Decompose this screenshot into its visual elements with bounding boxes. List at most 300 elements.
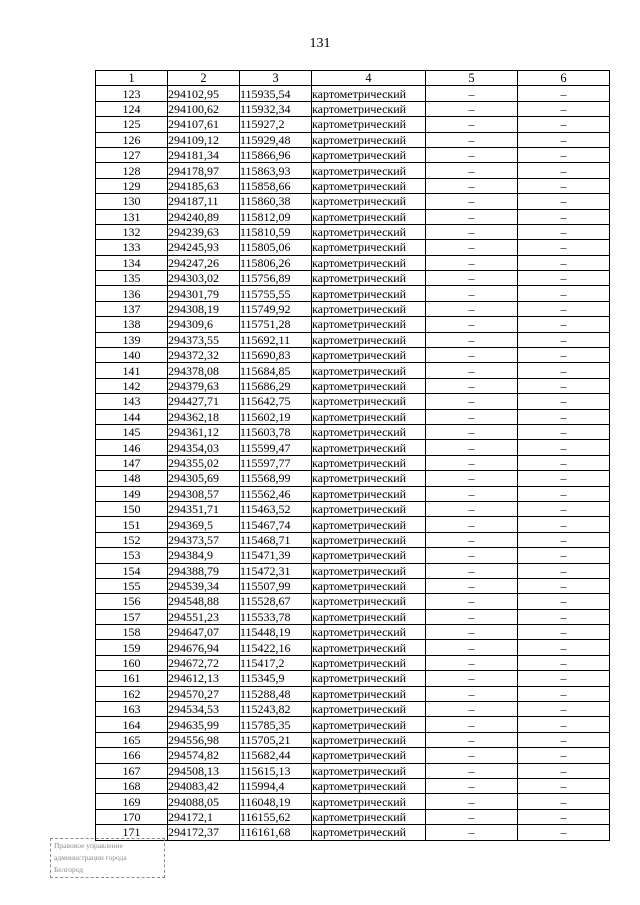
method-cell: картометрический [312,317,426,332]
x-coordinate-cell: 294508,13 [168,763,240,778]
table-row [96,625,610,640]
table-row [96,825,610,840]
point-number-cell: 167 [96,763,168,778]
column-6-cell: – [518,763,610,778]
table-row [96,501,610,516]
y-coordinate-cell: 115866,96 [240,147,312,162]
x-coordinate-cell: 294083,42 [168,778,240,793]
column-5-cell: – [426,455,518,470]
x-coordinate-cell: 294548,88 [168,594,240,609]
table-row [96,394,610,409]
y-coordinate-cell: 115243,82 [240,702,312,717]
x-coordinate-cell: 294102,95 [168,86,240,101]
method-cell: картометрический [312,702,426,717]
point-number-cell: 162 [96,686,168,701]
table-row [96,732,610,747]
table-row [96,717,610,732]
method-cell: картометрический [312,794,426,809]
point-number-cell: 136 [96,286,168,301]
x-coordinate-cell: 294185,63 [168,178,240,193]
column-6-cell: – [518,178,610,193]
table-row [96,301,610,316]
column-6-cell: – [518,794,610,809]
table-row [96,578,610,593]
point-number-cell: 146 [96,440,168,455]
table-row [96,748,610,763]
y-coordinate-cell: 115528,67 [240,594,312,609]
table-row [96,132,610,147]
column-6-cell: – [518,563,610,578]
column-5-cell: – [426,409,518,424]
table-header-row [96,71,610,86]
column-5-cell: – [426,609,518,624]
column-6-cell: – [518,548,610,563]
column-6-cell: – [518,224,610,239]
column-6-cell: – [518,778,610,793]
y-coordinate-cell: 115682,44 [240,748,312,763]
y-coordinate-cell: 115568,99 [240,471,312,486]
table-row [96,117,610,132]
y-coordinate-cell: 115615,13 [240,763,312,778]
table-row [96,317,610,332]
column-5-cell: – [426,240,518,255]
column-6-cell: – [518,732,610,747]
column-6-cell: – [518,717,610,732]
method-cell: картометрический [312,548,426,563]
table-row [96,178,610,193]
column-5-cell: – [426,748,518,763]
column-5-cell: – [426,101,518,116]
column-5-cell: – [426,424,518,439]
point-number-cell: 159 [96,640,168,655]
table-row [96,671,610,686]
method-cell: картометрический [312,578,426,593]
method-cell: картометрический [312,732,426,747]
column-6-cell: – [518,363,610,378]
y-coordinate-cell: 115448,19 [240,625,312,640]
method-cell: картометрический [312,686,426,701]
column-header: 2 [168,71,240,86]
method-cell: картометрический [312,609,426,624]
column-6-cell: – [518,409,610,424]
y-coordinate-cell: 115927,2 [240,117,312,132]
column-5-cell: – [426,348,518,363]
y-coordinate-cell: 115806,26 [240,255,312,270]
method-cell: картометрический [312,86,426,101]
column-6-cell: – [518,101,610,116]
y-coordinate-cell: 115599,47 [240,440,312,455]
y-coordinate-cell: 115858,66 [240,178,312,193]
x-coordinate-cell: 294556,98 [168,732,240,747]
x-coordinate-cell: 294187,11 [168,194,240,209]
method-cell: картометрический [312,209,426,224]
x-coordinate-cell: 294301,79 [168,286,240,301]
table-row [96,640,610,655]
column-5-cell: – [426,363,518,378]
x-coordinate-cell: 294362,18 [168,409,240,424]
table-row [96,486,610,501]
column-6-cell: – [518,317,610,332]
column-5-cell: – [426,655,518,670]
method-cell: картометрический [312,455,426,470]
point-number-cell: 163 [96,702,168,717]
y-coordinate-cell: 115417,2 [240,655,312,670]
point-number-cell: 145 [96,424,168,439]
x-coordinate-cell: 294351,71 [168,501,240,516]
point-number-cell: 125 [96,117,168,132]
column-6-cell: – [518,686,610,701]
column-5-cell: – [426,178,518,193]
column-6-cell: – [518,578,610,593]
column-5-cell: – [426,809,518,824]
y-coordinate-cell: 115468,71 [240,532,312,547]
column-5-cell: – [426,594,518,609]
y-coordinate-cell: 115810,59 [240,224,312,239]
column-5-cell: – [426,86,518,101]
y-coordinate-cell: 115597,77 [240,455,312,470]
column-6-cell: – [518,194,610,209]
column-6-cell: – [518,609,610,624]
x-coordinate-cell: 294247,26 [168,255,240,270]
column-5-cell: – [426,317,518,332]
table-row [96,363,610,378]
method-cell: картометрический [312,240,426,255]
method-cell: картометрический [312,532,426,547]
point-number-cell: 158 [96,625,168,640]
point-number-cell: 141 [96,363,168,378]
y-coordinate-cell: 115929,48 [240,132,312,147]
column-6-cell: – [518,86,610,101]
column-6-cell: – [518,301,610,316]
column-6-cell: – [518,640,610,655]
point-number-cell: 164 [96,717,168,732]
point-number-cell: 152 [96,532,168,547]
column-5-cell: – [426,548,518,563]
point-number-cell: 144 [96,409,168,424]
column-5-cell: – [426,778,518,793]
column-6-cell: – [518,147,610,162]
y-coordinate-cell: 115749,92 [240,301,312,316]
point-number-cell: 170 [96,809,168,824]
y-coordinate-cell: 115467,74 [240,517,312,532]
point-number-cell: 149 [96,486,168,501]
y-coordinate-cell: 115684,85 [240,363,312,378]
point-number-cell: 143 [96,394,168,409]
column-6-cell: – [518,809,610,824]
column-header: 4 [312,71,426,86]
table-row [96,101,610,116]
x-coordinate-cell: 294379,63 [168,378,240,393]
table-row [96,240,610,255]
column-6-cell: – [518,671,610,686]
y-coordinate-cell: 115686,29 [240,378,312,393]
column-5-cell: – [426,271,518,286]
column-5-cell: – [426,209,518,224]
x-coordinate-cell: 294612,13 [168,671,240,686]
point-number-cell: 147 [96,455,168,470]
point-number-cell: 129 [96,178,168,193]
x-coordinate-cell: 294303,02 [168,271,240,286]
x-coordinate-cell: 294372,32 [168,348,240,363]
x-coordinate-cell: 294647,07 [168,625,240,640]
point-number-cell: 137 [96,301,168,316]
column-header: 3 [240,71,312,86]
point-number-cell: 165 [96,732,168,747]
point-number-cell: 138 [96,317,168,332]
y-coordinate-cell: 115345,9 [240,671,312,686]
y-coordinate-cell: 115288,48 [240,686,312,701]
method-cell: картометрический [312,348,426,363]
point-number-cell: 156 [96,594,168,609]
y-coordinate-cell: 115994,4 [240,778,312,793]
table-row [96,348,610,363]
y-coordinate-cell: 115756,89 [240,271,312,286]
x-coordinate-cell: 294172,37 [168,825,240,840]
column-6-cell: – [518,255,610,270]
column-6-cell: – [518,455,610,470]
table-row [96,224,610,239]
method-cell: картометрический [312,163,426,178]
column-5-cell: – [426,717,518,732]
table-row [96,517,610,532]
column-6-cell: – [518,702,610,717]
x-coordinate-cell: 294672,72 [168,655,240,670]
x-coordinate-cell: 294551,23 [168,609,240,624]
table-row [96,286,610,301]
column-5-cell: – [426,471,518,486]
method-cell: картометрический [312,301,426,316]
column-6-cell: – [518,501,610,516]
x-coordinate-cell: 294388,79 [168,563,240,578]
column-5-cell: – [426,702,518,717]
column-6-cell: – [518,332,610,347]
column-5-cell: – [426,501,518,516]
column-6-cell: – [518,440,610,455]
column-5-cell: – [426,640,518,655]
column-5-cell: – [426,117,518,132]
method-cell: картометрический [312,594,426,609]
column-5-cell: – [426,286,518,301]
y-coordinate-cell: 115507,99 [240,578,312,593]
column-6-cell: – [518,378,610,393]
column-5-cell: – [426,378,518,393]
table-row [96,163,610,178]
y-coordinate-cell: 115602,19 [240,409,312,424]
table-row [96,332,610,347]
y-coordinate-cell: 115805,06 [240,240,312,255]
y-coordinate-cell: 116155,62 [240,809,312,824]
point-number-cell: 130 [96,194,168,209]
column-5-cell: – [426,486,518,501]
table-row [96,532,610,547]
column-6-cell: – [518,594,610,609]
method-cell: картометрический [312,378,426,393]
x-coordinate-cell: 294378,08 [168,363,240,378]
y-coordinate-cell: 115533,78 [240,609,312,624]
x-coordinate-cell: 294172,1 [168,809,240,824]
column-6-cell: – [518,163,610,178]
y-coordinate-cell: 115860,38 [240,194,312,209]
table-row [96,809,610,824]
x-coordinate-cell: 294178,97 [168,163,240,178]
y-coordinate-cell: 115935,54 [240,86,312,101]
y-coordinate-cell: 115812,09 [240,209,312,224]
point-number-cell: 161 [96,671,168,686]
point-number-cell: 123 [96,86,168,101]
method-cell: картометрический [312,655,426,670]
table-row [96,86,610,101]
point-number-cell: 155 [96,578,168,593]
method-cell: картометрический [312,640,426,655]
column-5-cell: – [426,563,518,578]
point-number-cell: 133 [96,240,168,255]
table-row [96,702,610,717]
x-coordinate-cell: 294384,9 [168,548,240,563]
x-coordinate-cell: 294361,12 [168,424,240,439]
column-5-cell: – [426,686,518,701]
column-5-cell: – [426,163,518,178]
column-5-cell: – [426,825,518,840]
point-number-cell: 124 [96,101,168,116]
point-number-cell: 139 [96,332,168,347]
table-row [96,794,610,809]
point-number-cell: 160 [96,655,168,670]
column-5-cell: – [426,132,518,147]
column-6-cell: – [518,517,610,532]
method-cell: картометрический [312,809,426,824]
method-cell: картометрический [312,671,426,686]
y-coordinate-cell: 115705,21 [240,732,312,747]
point-number-cell: 169 [96,794,168,809]
column-5-cell: – [426,763,518,778]
x-coordinate-cell: 294355,02 [168,455,240,470]
method-cell: картометрический [312,517,426,532]
point-number-cell: 168 [96,778,168,793]
method-cell: картометрический [312,194,426,209]
method-cell: картометрический [312,147,426,162]
table-row [96,147,610,162]
method-cell: картометрический [312,132,426,147]
table-row [96,271,610,286]
column-5-cell: – [426,147,518,162]
x-coordinate-cell: 294308,57 [168,486,240,501]
approval-stamp [50,838,165,878]
table-row [96,209,610,224]
method-cell: картометрический [312,486,426,501]
point-number-cell: 135 [96,271,168,286]
table-row [96,440,610,455]
x-coordinate-cell: 294369,5 [168,517,240,532]
stamp-line: Белгород [54,865,84,874]
column-5-cell: – [426,394,518,409]
column-6-cell: – [518,132,610,147]
table-row [96,594,610,609]
x-coordinate-cell: 294107,61 [168,117,240,132]
method-cell: картометрический [312,748,426,763]
column-5-cell: – [426,301,518,316]
column-6-cell: – [518,117,610,132]
table-row [96,563,610,578]
x-coordinate-cell: 294373,55 [168,332,240,347]
column-6-cell: – [518,348,610,363]
table-row [96,409,610,424]
column-5-cell: – [426,532,518,547]
point-number-cell: 134 [96,255,168,270]
column-6-cell: – [518,240,610,255]
method-cell: картометрический [312,409,426,424]
y-coordinate-cell: 115422,16 [240,640,312,655]
column-header: 1 [96,71,168,86]
point-number-cell: 171 [96,825,168,840]
table-row [96,655,610,670]
method-cell: картометрический [312,286,426,301]
y-coordinate-cell: 115463,52 [240,501,312,516]
point-number-cell: 151 [96,517,168,532]
point-number-cell: 131 [96,209,168,224]
column-5-cell: – [426,671,518,686]
y-coordinate-cell: 116161,68 [240,825,312,840]
x-coordinate-cell: 294373,57 [168,532,240,547]
table-row [96,763,610,778]
x-coordinate-cell: 294635,99 [168,717,240,732]
y-coordinate-cell: 116048,19 [240,794,312,809]
point-number-cell: 132 [96,224,168,239]
y-coordinate-cell: 115755,55 [240,286,312,301]
stamp-line: Правовое управление [54,841,123,850]
table-row [96,455,610,470]
y-coordinate-cell: 115562,46 [240,486,312,501]
column-6-cell: – [518,471,610,486]
x-coordinate-cell: 294109,12 [168,132,240,147]
column-5-cell: – [426,794,518,809]
x-coordinate-cell: 294240,89 [168,209,240,224]
y-coordinate-cell: 115785,35 [240,717,312,732]
table-row [96,255,610,270]
point-number-cell: 153 [96,548,168,563]
method-cell: картометрический [312,424,426,439]
column-6-cell: – [518,271,610,286]
y-coordinate-cell: 115751,28 [240,317,312,332]
point-number-cell: 150 [96,501,168,516]
table-row [96,471,610,486]
column-header: 6 [518,71,610,86]
method-cell: картометрический [312,178,426,193]
x-coordinate-cell: 294676,94 [168,640,240,655]
point-number-cell: 128 [96,163,168,178]
column-5-cell: – [426,732,518,747]
x-coordinate-cell: 294308,19 [168,301,240,316]
table-row [96,609,610,624]
point-number-cell: 154 [96,563,168,578]
point-number-cell: 140 [96,348,168,363]
column-5-cell: – [426,625,518,640]
y-coordinate-cell: 115863,93 [240,163,312,178]
column-5-cell: – [426,194,518,209]
x-coordinate-cell: 294305,69 [168,471,240,486]
method-cell: картометрический [312,224,426,239]
table-row [96,686,610,701]
column-5-cell: – [426,255,518,270]
method-cell: картометрический [312,563,426,578]
coordinates-table [95,70,610,841]
x-coordinate-cell: 294245,93 [168,240,240,255]
method-cell: картометрический [312,271,426,286]
method-cell: картометрический [312,117,426,132]
column-6-cell: – [518,209,610,224]
point-number-cell: 126 [96,132,168,147]
column-6-cell: – [518,748,610,763]
column-5-cell: – [426,332,518,347]
